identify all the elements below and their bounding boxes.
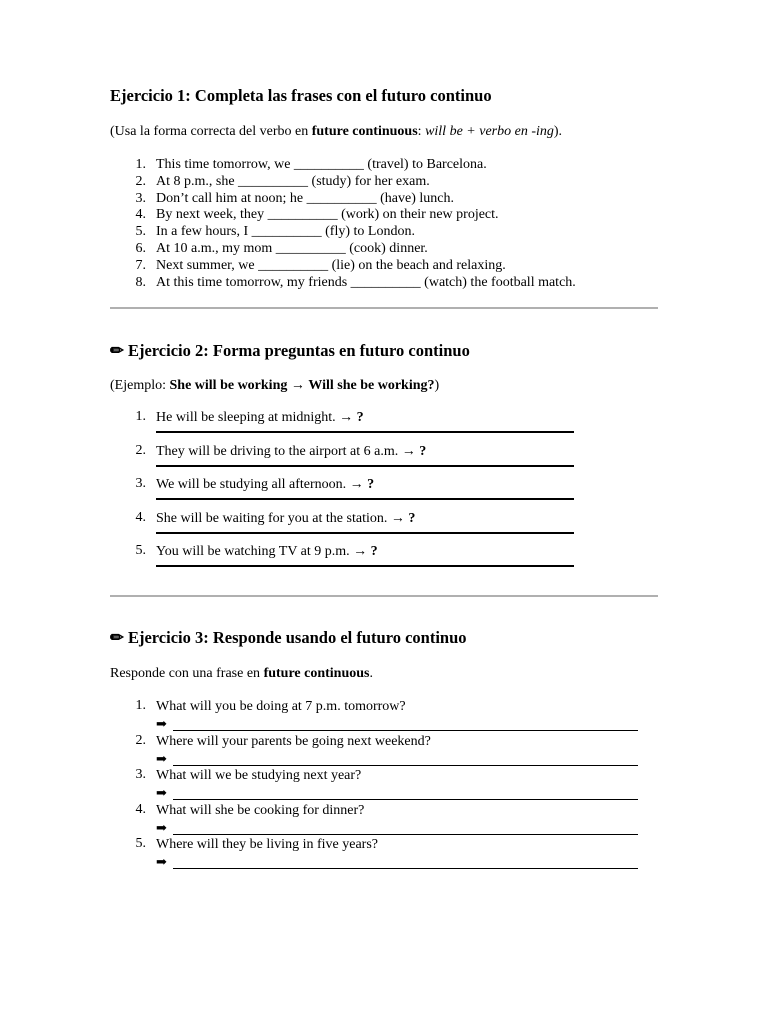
list-item [110, 836, 658, 871]
instructions-formula: will be + verbo en -ing [425, 124, 554, 139]
list-item [110, 698, 658, 733]
item-number: 2. [135, 173, 146, 189]
answer-line[interactable] [173, 765, 638, 766]
question-mark: ? [408, 510, 416, 526]
item-text: In a few hours, I __________ (fly) to London. [156, 224, 415, 240]
item-text: This time tomorrow, we __________ (travel) to Barcelona. [156, 157, 487, 172]
item-number: 4. [135, 207, 146, 223]
question-mark: ? [367, 477, 375, 492]
list-item [110, 409, 658, 443]
example-close: ) [434, 378, 440, 393]
list-item [110, 207, 658, 224]
pencil-icon: ✏ [110, 628, 124, 647]
answer-line[interactable] [156, 494, 574, 500]
item-number: 1. [135, 698, 146, 713]
item-number: 5. [135, 224, 146, 240]
pointing-arrow-icon: ➡ [156, 716, 167, 731]
right-arrow-icon: → [401, 443, 416, 459]
item-question: What will you be doing at 7 p.m. tomorrow? [156, 699, 406, 714]
instructions-bold: future continuous [311, 124, 418, 139]
right-arrow-icon: → [290, 378, 305, 393]
list-item [110, 802, 658, 837]
exercise-3-title [110, 628, 658, 648]
instructions-colon: : [417, 124, 426, 139]
answer-line[interactable] [156, 561, 574, 567]
item-text: At this time tomorrow, my friends __________ (watch) the football match. [156, 274, 576, 290]
answer-line[interactable] [173, 834, 638, 835]
item-number: 4. [135, 801, 146, 817]
instructions-close: ). [553, 124, 563, 139]
exercise-2-title-text: Ejercicio 2: Forma preguntas en futuro continuo [127, 341, 470, 360]
pencil-icon: ✏ [110, 341, 124, 360]
question-mark: ? [356, 410, 364, 425]
item-number: 3. [135, 476, 146, 491]
item-number: 6. [135, 240, 146, 256]
section-divider [110, 595, 658, 597]
item-number: 8. [135, 274, 146, 290]
exercise-2 [110, 341, 658, 577]
answer-line[interactable] [173, 730, 638, 731]
item-prompt [156, 510, 658, 528]
item-text: They will be driving to the airport at 6 a.m. [156, 443, 402, 459]
exercise-3-instructions [110, 665, 658, 683]
list-item [110, 191, 658, 208]
right-arrow-icon: → [349, 477, 364, 492]
answer-line[interactable] [156, 461, 574, 467]
answer-row [156, 785, 658, 801]
exercise-3-list [110, 698, 658, 871]
item-question: What will we be studying next year? [156, 768, 362, 783]
item-text: By next week, they __________ (work) on their new project. [156, 207, 499, 223]
item-text: She will be waiting for you at the station. [156, 510, 391, 526]
list-item [110, 157, 658, 174]
example-question: Will she be working? [308, 378, 435, 393]
item-number: 4. [135, 509, 146, 525]
list-item [110, 443, 658, 477]
right-arrow-icon: → [339, 410, 354, 425]
list-item [110, 543, 658, 577]
question-mark: ? [419, 443, 427, 459]
answer-row [156, 820, 658, 836]
item-question: Where will your parents be going next weekend? [156, 733, 431, 749]
answer-row [156, 751, 658, 767]
exercise-1-title: Ejercicio 1: Completa las frases con el futuro continuo [110, 86, 492, 105]
item-question: What will she be cooking for dinner? [156, 802, 365, 818]
exercise-3 [110, 628, 658, 871]
instructions-text: Responde con una frase en [110, 666, 264, 681]
item-text: He will be sleeping at midnight. [156, 410, 340, 425]
exercise-2-title [110, 341, 658, 361]
example-statement: She will be working [169, 378, 288, 393]
instructions-close: . [369, 666, 373, 681]
list-item [110, 174, 658, 191]
list-item [110, 258, 658, 275]
instructions-text: (Usa la forma correcta del verbo en [110, 124, 312, 139]
list-item [110, 224, 658, 241]
pointing-arrow-icon: ➡ [156, 750, 167, 766]
question-mark: ? [370, 544, 378, 559]
item-text: We will be studying all afternoon. [156, 477, 350, 492]
item-number: 5. [135, 836, 146, 851]
section-divider [110, 307, 658, 309]
item-number: 2. [135, 732, 146, 748]
pointing-arrow-icon: ➡ [156, 785, 167, 800]
right-arrow-icon: → [390, 510, 405, 526]
right-arrow-icon: → [353, 544, 368, 559]
answer-line[interactable] [173, 868, 638, 869]
exercise-3-title-text: Ejercicio 3: Responde usando el futuro continuo [127, 628, 467, 647]
item-number: 7. [135, 257, 146, 273]
list-item [110, 510, 658, 544]
item-text: At 10 a.m., my mom __________ (cook) dinner. [156, 240, 428, 256]
item-prompt [156, 443, 658, 461]
item-text: Next summer, we __________ (lie) on the beach and relaxing. [156, 257, 506, 273]
list-item [110, 767, 658, 802]
item-prompt [156, 409, 658, 427]
pointing-arrow-icon: ➡ [156, 819, 167, 835]
exercise-1 [110, 86, 658, 291]
list-item [110, 275, 658, 292]
answer-line[interactable] [156, 427, 574, 433]
exercise-2-list [110, 409, 658, 577]
item-number: 5. [135, 543, 146, 558]
list-item [110, 241, 658, 258]
list-item [110, 733, 658, 768]
item-text: You will be watching TV at 9 p.m. [156, 544, 354, 559]
item-prompt [156, 476, 658, 494]
item-number: 2. [135, 442, 146, 458]
exercise-2-example [110, 377, 658, 395]
list-item [110, 476, 658, 510]
item-text: Don’t call him at noon; he __________ (have) lunch. [156, 190, 454, 206]
item-number: 1. [135, 157, 146, 172]
item-question: Where will they be living in five years? [156, 837, 378, 852]
answer-row [156, 716, 658, 732]
example-text: (Ejemplo: [110, 378, 170, 393]
exercise-1-instructions [110, 123, 658, 141]
answer-row [156, 854, 658, 870]
item-number: 1. [135, 409, 146, 424]
instructions-bold: future continuous [263, 666, 370, 681]
item-text: At 8 p.m., she __________ (study) for her exam. [156, 173, 430, 189]
item-number: 3. [135, 767, 146, 782]
pointing-arrow-icon: ➡ [156, 854, 167, 869]
item-prompt [156, 543, 658, 561]
exercise-1-list [110, 157, 658, 291]
item-number: 3. [135, 190, 146, 206]
answer-line[interactable] [173, 799, 638, 800]
answer-line[interactable] [156, 528, 574, 534]
